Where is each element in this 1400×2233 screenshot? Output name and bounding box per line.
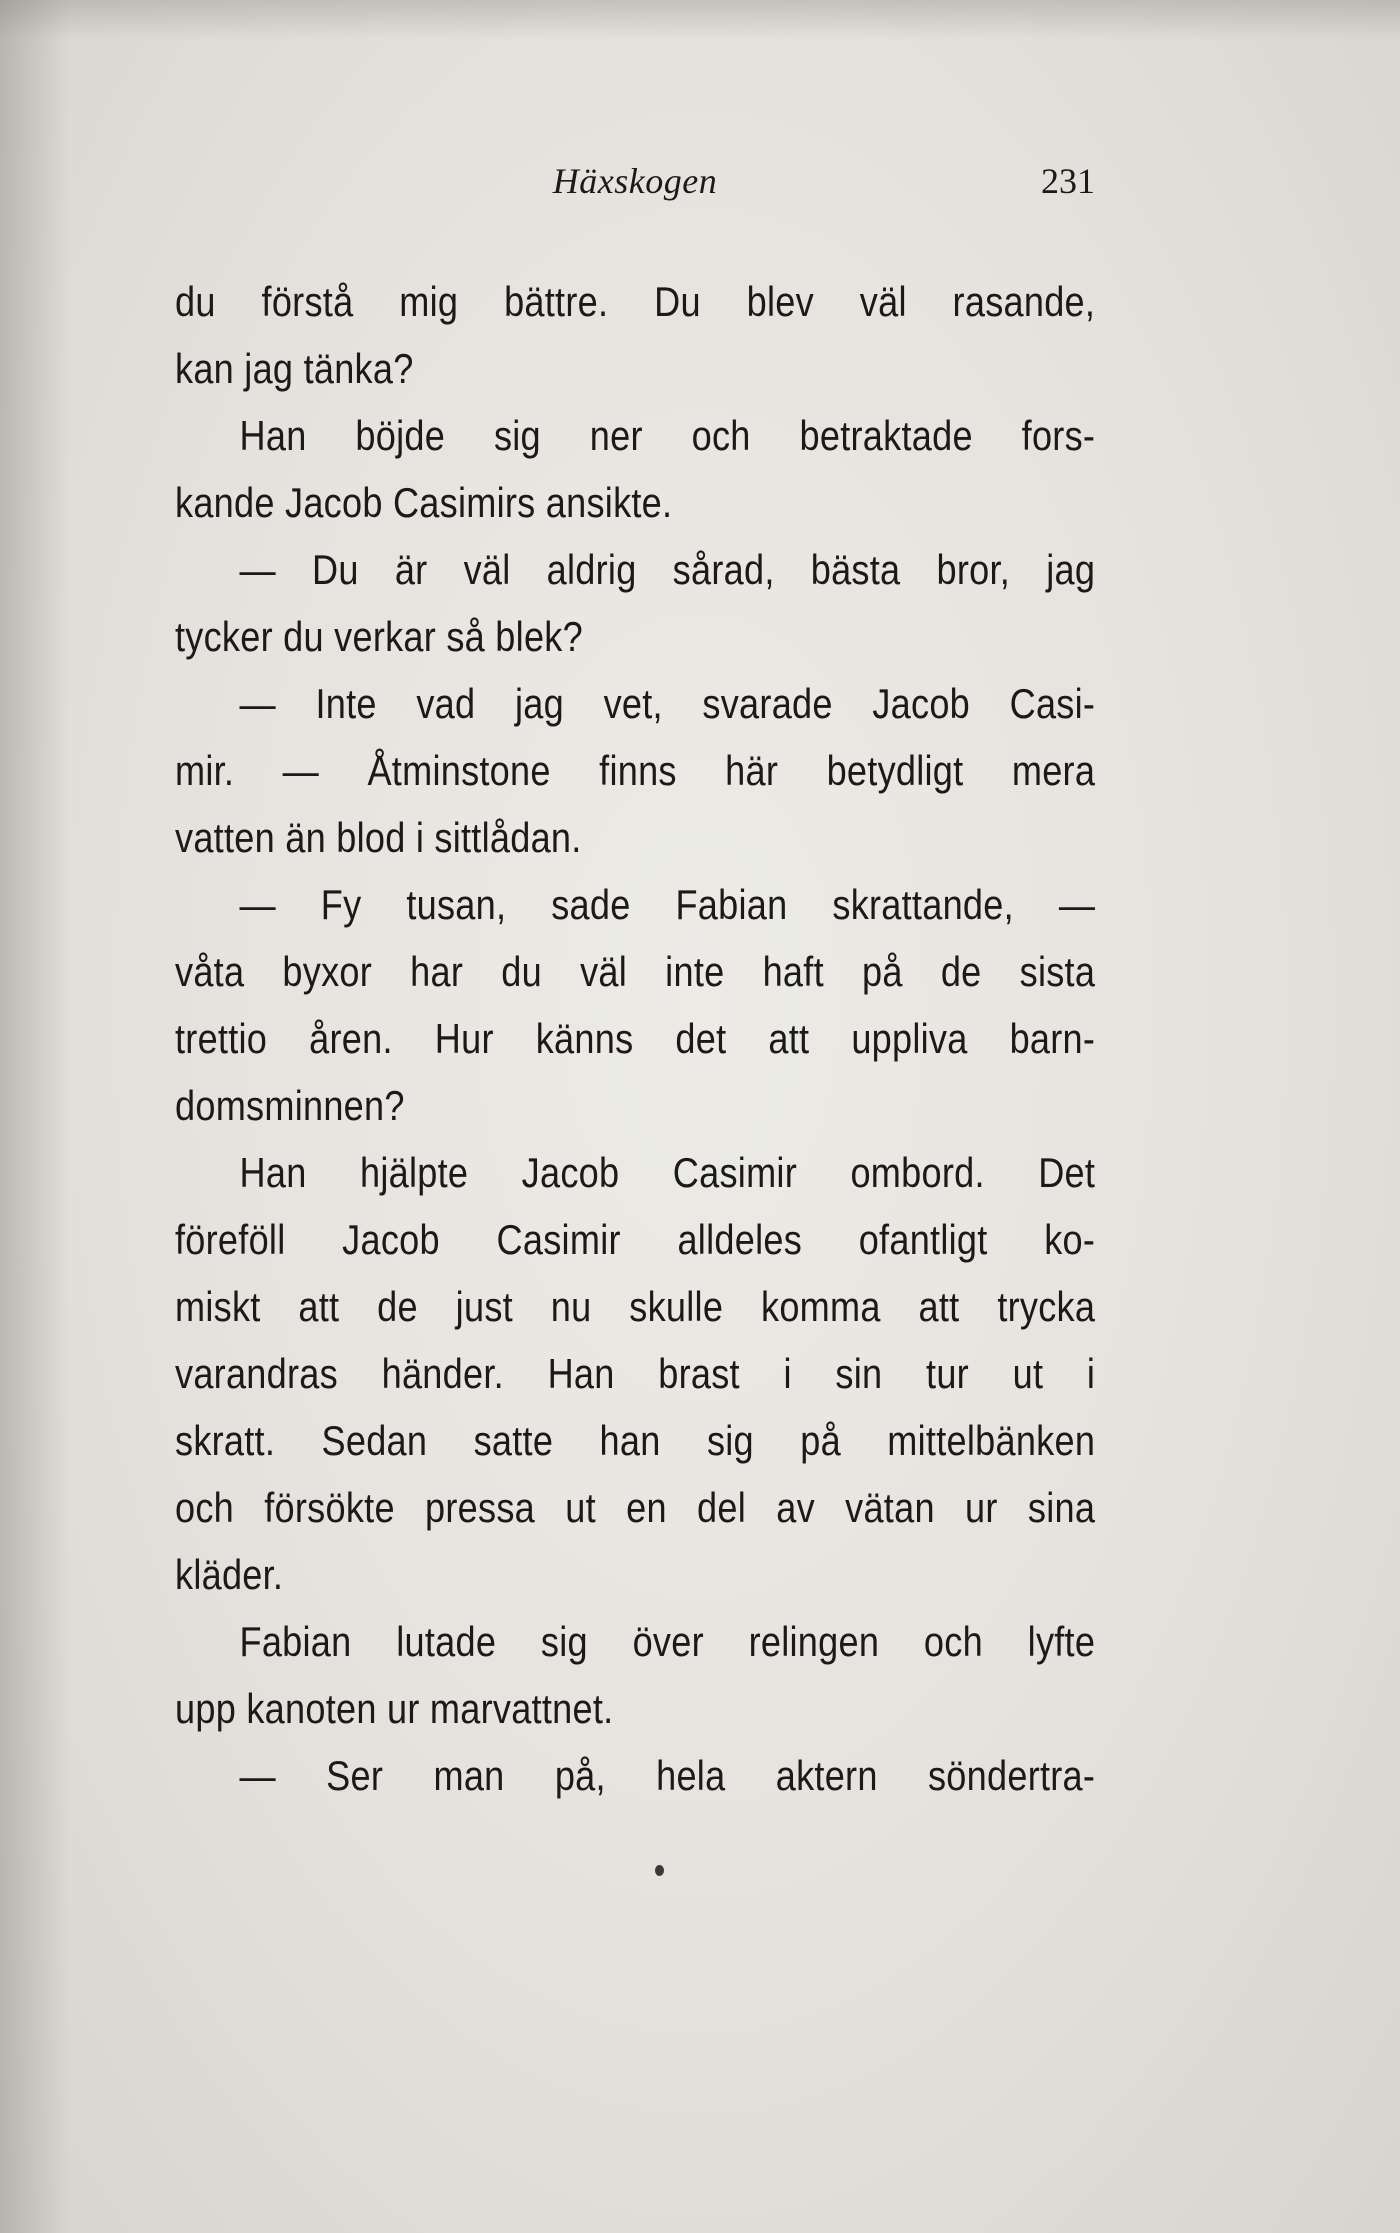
text-line: Han böjde sig ner och betraktade fors- [239,412,1096,459]
text-line: tycker du verkar så blek? [175,613,583,660]
text-line: kande Jacob Casimirs ansikte. [175,479,673,526]
text-line: Han hjälpte Jacob Casimir ombord. Det [239,1149,1096,1196]
text-line: domsminnen? [175,1082,405,1129]
text-line: trettio åren. Hur känns det att uppliva barn- [175,1015,1096,1062]
text-line: Fabian lutade sig över relingen och lyfte [239,1618,1096,1665]
ornament-dot [655,1865,664,1876]
text-line: upp kanoten ur marvattnet. [175,1685,614,1732]
text-line: kan jag tänka? [175,345,414,392]
text-line: och försökte pressa ut en del av vätan ur sina [175,1484,1096,1531]
running-title: Häxskogen [552,161,718,201]
page-top-shadow [0,0,1400,40]
text-line: föreföll Jacob Casimir alldeles ofantligt ko- [175,1216,1096,1263]
text-line: skratt. Sedan satte han sig på mittelbänken [175,1417,1096,1464]
running-head [175,160,1095,210]
page-number: 231 [1041,161,1095,201]
text-line: — Fy tusan, sade Fabian skrattande, — [239,881,1096,928]
text-line: varandras händer. Han brast i sin tur ut i [175,1350,1096,1397]
text-line: mir. — Åtminstone finns här betydligt mera [175,747,1096,794]
body-text [175,268,1095,1809]
text-line: kläder. [175,1551,284,1598]
text-line: — Du är väl aldrig sårad, bästa bror, jag [239,546,1096,593]
text-line: — Inte vad jag vet, svarade Jacob Casi- [239,680,1096,727]
page-edge-shadow [0,0,70,2233]
text-line: — Ser man på, hela aktern söndertra- [239,1752,1096,1799]
text-line: miskt att de just nu skulle komma att trycka [175,1283,1096,1330]
text-line: vatten än blod i sittlådan. [175,814,582,861]
text-line: du förstå mig bättre. Du blev väl rasande, [175,278,1096,325]
text-line: våta byxor har du väl inte haft på de sista [175,948,1096,995]
